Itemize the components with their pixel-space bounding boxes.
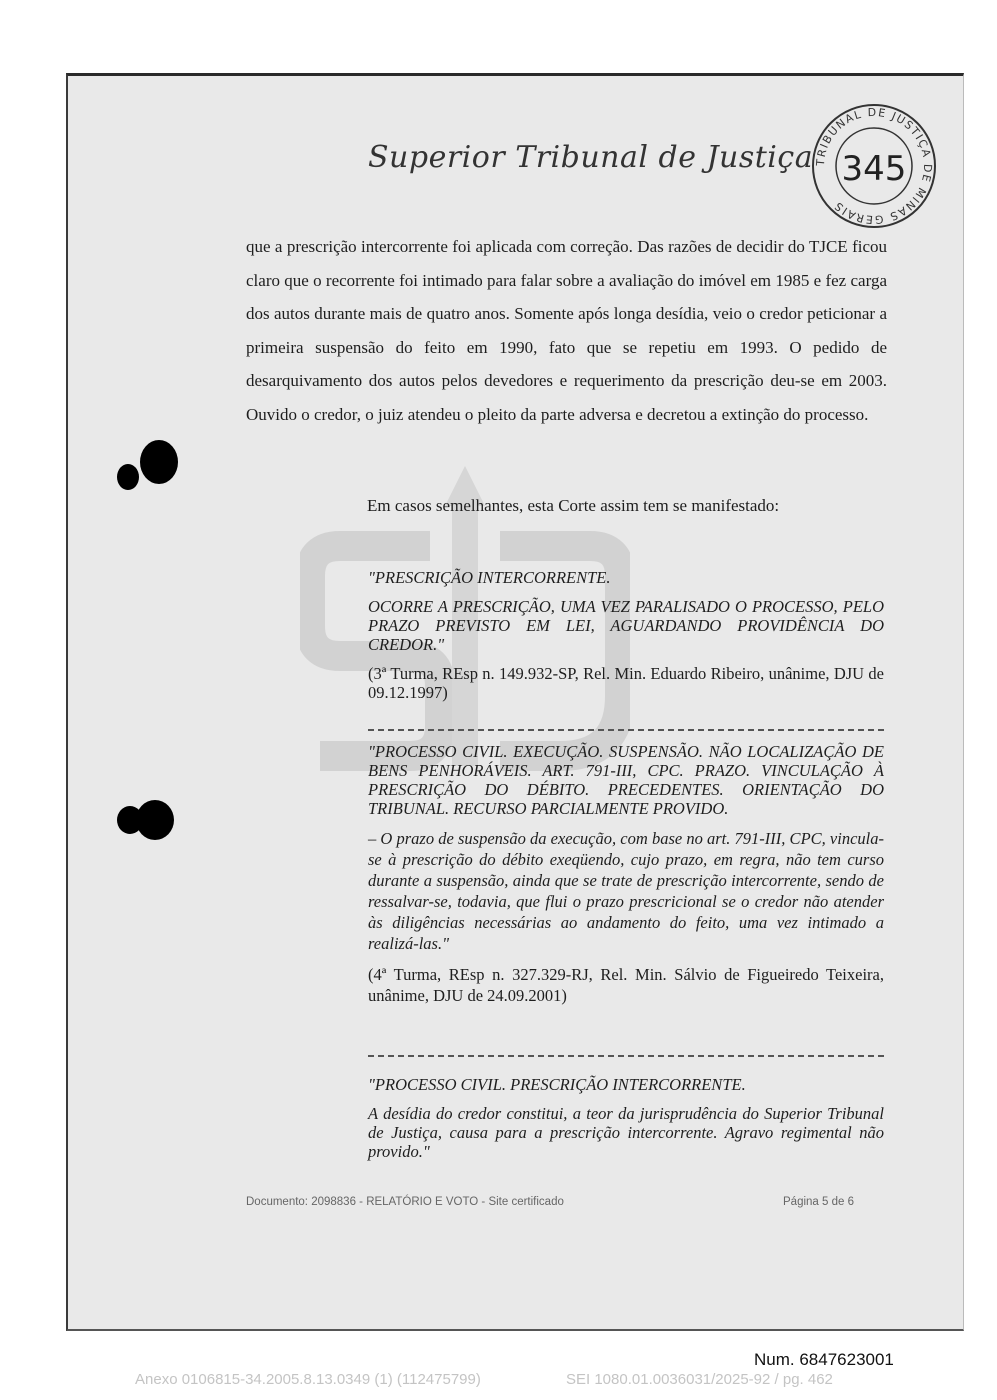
punch-hole [117, 464, 139, 490]
seal-number: 345 [841, 149, 907, 189]
quote-3-heading: "PROCESSO CIVIL. PRESCRIÇÃO INTERCORRENTE. [368, 1075, 746, 1094]
quote-2-heading: "PROCESSO CIVIL. EXECUÇÃO. SUSPENSÃO. NÃO LOCALIZAÇÃO DE BENS PENHORÁVEIS. ART. 791-III, CPC. PRAZO. VINCULAÇÃO À PRESCRIÇÃO DO DÉBITO. PRECEDENTES. ORIENTAÇÃO DO TRIBUNAL. RECURSO PARCIALMENTE PROVIDO. [368, 742, 884, 818]
punch-hole [117, 806, 143, 834]
quote-3-text: A desídia do credor constitui, a teor da jurisprudência do Superior Tribunal de Justiça, causa para a prescrição intercorrente. Agravo regimental não provido." [368, 1104, 884, 1161]
quote-3 [368, 1075, 884, 1161]
quote-1 [368, 568, 884, 702]
seal-ring-text: TRIBUNAL DE JUSTIÇA DE MINAS GERAIS [813, 105, 935, 227]
body-paragraph: que a prescrição intercorrente foi aplicada com correção. Das razões de decidir do TJCE ficou claro que o recorrente foi intimado para falar sobre a avaliação do imóvel em 1985 e fez carga dos autos durante mais de quatro anos. Somente após longa desídia, veio o credor peticionar a primeira suspensão do feito em 1990, fato que se repetiu em 1993. O pedido de desarquivamento dos autos pelos devedores e requerimento da prescrição deu-se em 2003. Ouvido o credor, o juiz atendeu o pleito da parte adversa e decretou a extinção do processo. [246, 237, 887, 424]
num-stamp: Num. 6847623001 [754, 1350, 894, 1369]
separator-dashes [368, 729, 884, 731]
punch-hole [140, 440, 178, 484]
quote-1-text: OCORRE A PRESCRIÇÃO, UMA VEZ PARALISADO O PROCESSO, PELO PRAZO PREVISTO EM LEI, AGUARDANDO PROVIDÊNCIA DO CREDOR." [368, 597, 884, 654]
quote-2-reference: (4ª Turma, REsp n. 327.329-RJ, Rel. Min. Sálvio de Figueiredo Teixeira, unânime, DJU de 24.09.2001) [368, 965, 884, 1005]
quotes-intro: Em casos semelhantes, esta Corte assim tem se manifestado: [367, 496, 780, 515]
sei-stamp: SEI 1080.01.0036031/2025-92 / pg. 462 [566, 1371, 833, 1388]
quote-1-heading: "PRESCRIÇÃO INTERCORRENTE. [368, 568, 611, 587]
footer-page-number: Página 5 de 6 [783, 1196, 854, 1208]
court-seal-stamp [810, 102, 938, 230]
header-title: Superior Tribunal de Justiça [368, 140, 814, 175]
annex-stamp: Anexo 0106815-34.2005.8.13.0349 (1) (112475799) [135, 1371, 481, 1388]
quote-2 [368, 742, 884, 1006]
quote-2-text: – O prazo de suspensão da execução, com base no art. 791-III, CPC, vincula-se à prescrição do débito exeqüendo, cujo prazo, em regra, não tem curso durante a suspensão, ainda que se trate de prescrição intercorrente, sendo de ressalvar-se, todavia, que flui o prazo prescricional se o credor não atender às diligências necessárias ao andamento do feito, uma vez intimado a realizá-las." [368, 829, 884, 953]
separator-dashes [368, 1055, 884, 1057]
footer-document-id: Documento: 2098836 - RELATÓRIO E VOTO - Site certificado [246, 1196, 564, 1208]
quote-1-reference: (3ª Turma, REsp n. 149.932-SP, Rel. Min. Eduardo Ribeiro, unânime, DJU de 09.12.1997) [368, 664, 884, 702]
